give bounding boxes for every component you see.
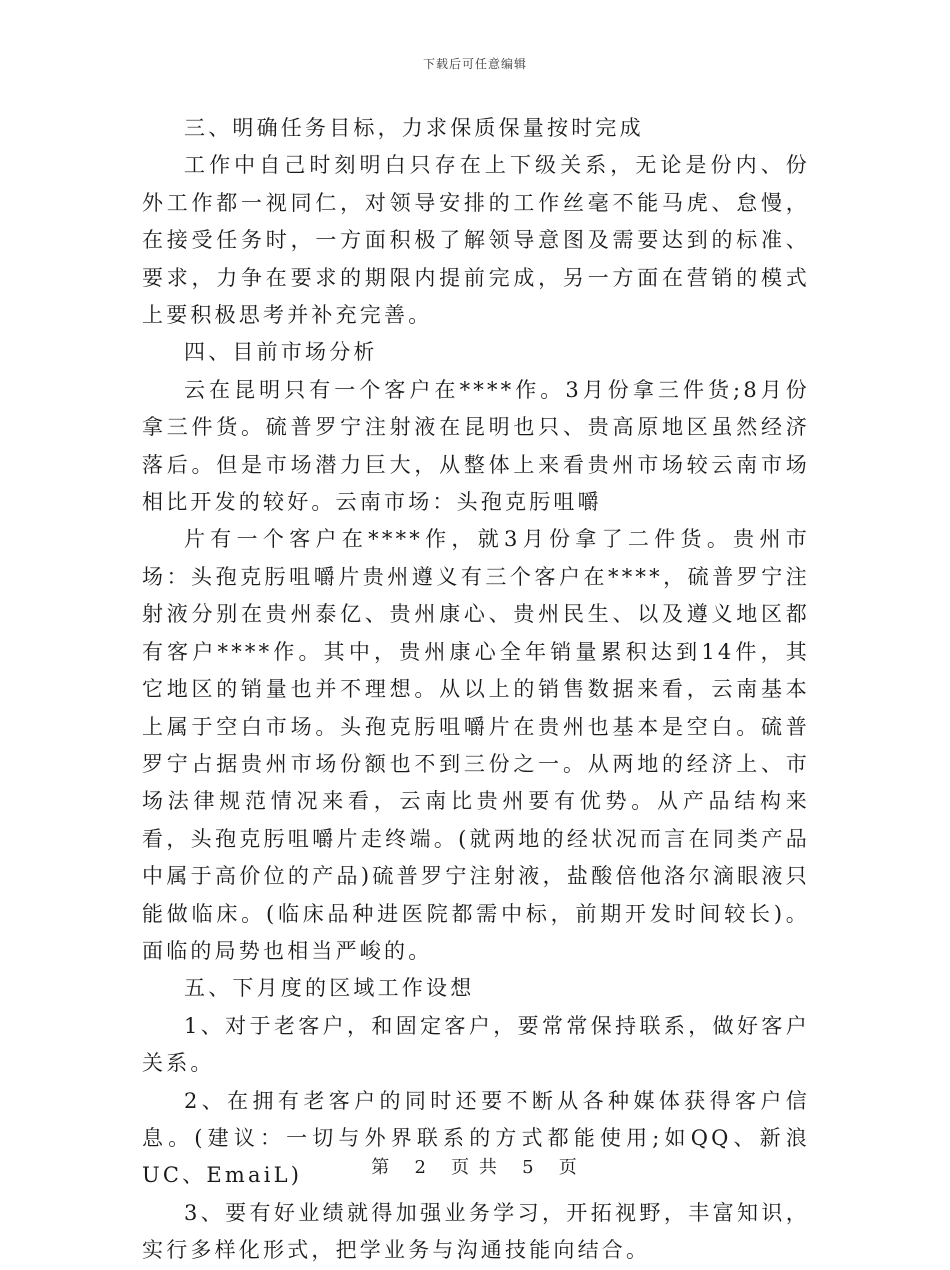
paragraph: 工作中自己时刻明白只存在上下级关系，无论是份内、份外工作都一视同仁，对领导安排的工作丝毫不能马虎、怠慢，在接受任务时，一方面积极了解领导意图及需要达到的标准、要求，力争在要求的期限内提前完成，另一方面在营销的模式上要积极思考并补充完善。 bbox=[142, 153, 810, 328]
paragraph: 片有一个客户在****作，就3月份拿了二件货。贵州市场：头孢克肟咀嚼片贵州遵义有三个客户在****，硫普罗宁注射液分别在贵州泰亿、贵州康心、贵州民生、以及遵义地区都有客户****作。其中，贵州康心全年销量累积达到14件，其它地区的销量也并不理想。从以上的销售数据来看，云南基本上属于空白市场。头孢克肟咀嚼片在贵州也基本是空白。硫普罗宁占据贵州市场份额也不到三份之一。从两地的经济上、市场法律规范情况来看，云南比贵州要有优势。从产品结构来看，头孢克肟咀嚼片走终端。(就两地的经状况而言在同类产品中属于高价位的产品)硫普罗宁注射液，盐酸倍他洛尔滴眼液只能做临床。(临床品种进医院都需中标，前期开发时间较长)。面临的局势也相当严峻的。 bbox=[142, 527, 810, 963]
total-pages-number: 5 bbox=[522, 1157, 536, 1178]
section-heading-4: 四、目前市场分析 bbox=[184, 340, 378, 365]
list-item: 1、对于老客户，和固定客户，要常常保持联系，做好客户关系。 bbox=[142, 1013, 810, 1076]
footer-mid: 页 共 bbox=[451, 1157, 499, 1178]
footer-suffix: 页 bbox=[558, 1157, 579, 1178]
list-item: 2、在拥有老客户的同时还要不断从各种媒体获得客户信息。(建议：一切与外界联系的方式都能使用;如QQ、新浪UC、EmaiL) bbox=[142, 1088, 810, 1188]
page-header: 下载后可任意编辑 bbox=[422, 57, 527, 71]
section-heading-5: 五、下月度的区域工作设想 bbox=[184, 976, 475, 1001]
list-item: 3、要有好业绩就得加强业务学习，开拓视野，丰富知识，实行多样化形式，把学业务与沟通技能向结合。 bbox=[142, 1200, 810, 1263]
footer-prefix: 第 bbox=[371, 1157, 392, 1178]
paragraph: 云在昆明只有一个客户在****作。3月份拿三件货;8月份拿三件货。硫普罗宁注射液在昆明也只、贵高原地区虽然经济落后。但是市场潜力巨大，从整体上来看贵州市场较云南市场相比开发的较好。云南市场：头孢克肟咀嚼 bbox=[142, 377, 810, 515]
current-page-number: 2 bbox=[414, 1157, 428, 1178]
section-heading-3: 三、明确任务目标，力求保质保量按时完成 bbox=[184, 116, 644, 140]
document-body bbox=[142, 110, 810, 1270]
page-footer bbox=[0, 1153, 950, 1179]
